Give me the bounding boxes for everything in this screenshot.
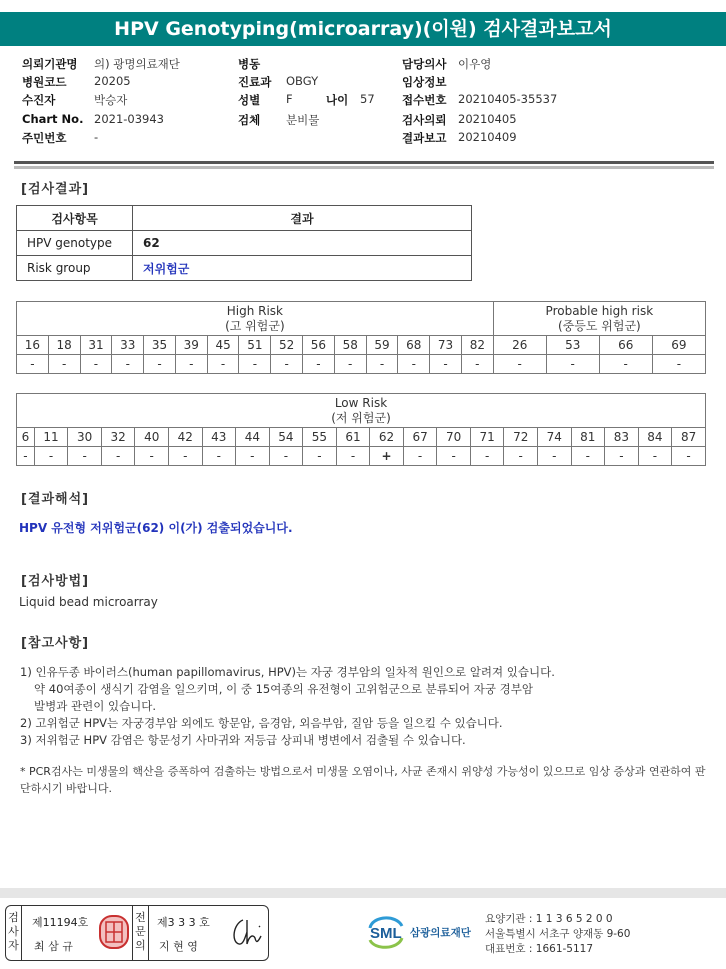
result-cell: -: [144, 355, 176, 374]
col-header-item: 검사항목: [17, 206, 133, 231]
result-cell: -: [538, 447, 572, 466]
genotype-cell: 81: [571, 428, 605, 447]
specialist-name: 지 현 영: [159, 940, 198, 953]
genotype-cell: 33: [112, 336, 144, 355]
genotype-cell: 44: [236, 428, 270, 447]
info-value: F: [286, 92, 293, 106]
genotype-cell: 52: [271, 336, 303, 355]
genotype-cell: 55: [303, 428, 337, 447]
genotype-cell: 59: [366, 336, 398, 355]
table-row: [17, 256, 472, 281]
genotype-cell: 56: [303, 336, 335, 355]
seal-icon: [98, 914, 130, 950]
note-line: 발병과 관련이 있습니다.: [34, 699, 157, 713]
label-char: 문: [135, 925, 146, 938]
result-cell: -: [470, 447, 504, 466]
result-cell: -: [202, 447, 236, 466]
footer-band: [0, 888, 726, 898]
label-char: 사: [8, 925, 19, 938]
info-value: 20210405: [458, 112, 517, 126]
info-value: 20210409: [458, 130, 517, 144]
high-risk-title: High Risk: [226, 303, 283, 318]
result-cell: -: [605, 447, 639, 466]
info-label: 검사의뢰: [402, 113, 447, 127]
specialist-label: [133, 906, 149, 960]
org-address: [485, 912, 630, 957]
genotype-cell: 58: [334, 336, 366, 355]
result-cell: -: [207, 355, 239, 374]
genotype-cell: 72: [504, 428, 538, 447]
result-cell: -: [403, 447, 437, 466]
genotype-cell: 71: [470, 428, 504, 447]
info-value: -: [94, 130, 99, 144]
info-value: 분비물: [286, 113, 320, 127]
genotype-cell: 16: [17, 336, 49, 355]
genotype-cell: 61: [336, 428, 370, 447]
result-cell: -: [546, 355, 599, 374]
sml-logo: [366, 912, 478, 956]
genotype-cell: 40: [135, 428, 169, 447]
result-cell: -: [271, 355, 303, 374]
result-cell: -: [398, 355, 430, 374]
report-title: HPV Genotyping(microarray)(이원) 검사결과보고서: [0, 12, 726, 46]
info-value: 박승자: [94, 93, 128, 107]
org-location: 서울특별시 서초구 양재동 9-60: [485, 928, 631, 940]
section-result-title: [검사결과]: [21, 182, 90, 197]
checker-label: [6, 906, 22, 960]
info-label: 담당의사: [402, 57, 447, 71]
result-cell: -: [504, 447, 538, 466]
result-cell: -: [599, 355, 652, 374]
label-char: 의: [135, 939, 146, 952]
probable-risk-title: Probable high risk: [545, 303, 654, 318]
info-value: 20205: [94, 74, 131, 88]
result-cell: -: [437, 447, 471, 466]
result-cell: -: [571, 447, 605, 466]
genotype-cell: 84: [638, 428, 672, 447]
probable-risk-subtitle: (중등도 위험군): [557, 318, 641, 333]
genotype-cell: 74: [538, 428, 572, 447]
info-label: 병원코드: [22, 75, 67, 89]
org-name: 삼광의료재단: [410, 927, 471, 939]
age-label: 나이: [326, 93, 349, 107]
low-risk-title: Low Risk: [334, 395, 388, 410]
genotype-cell: 39: [175, 336, 207, 355]
row-item: HPV genotype: [17, 231, 133, 256]
genotype-cell: 11: [34, 428, 68, 447]
type-row: [17, 336, 706, 355]
specialist-info: [149, 906, 268, 960]
genotype-cell: 45: [207, 336, 239, 355]
result-cell: -: [101, 447, 135, 466]
result-cell: -: [168, 447, 202, 466]
signature-box: [5, 905, 269, 961]
result-cell: -: [34, 447, 68, 466]
genotype-cell: 18: [48, 336, 80, 355]
result-cell: -: [17, 447, 35, 466]
low-risk-subtitle: (저 위험군): [331, 410, 391, 425]
note-line: 1) 인유두종 바이러스(human papillomavirus, HPV)는 자궁 경부암의 일차적 원인으로 알려져 있습니다.: [20, 665, 555, 679]
footnote: * PCR검사는 미생물의 핵산을 증폭하여 검출하는 방법으로서 미생물 오염이나, 사균 존재시 위양성 가능성이 있으므로 임상 증상과 연관하여 판단하시기 바랍니다.: [20, 765, 706, 795]
probable-risk-header: [493, 302, 705, 336]
result-cell: -: [336, 447, 370, 466]
high-risk-grid: [16, 301, 706, 374]
result-cell: -: [269, 447, 303, 466]
col-header-result: 결과: [133, 206, 472, 231]
result-cell: -: [239, 355, 271, 374]
genotype-cell: 68: [398, 336, 430, 355]
genotype-cell: 73: [430, 336, 462, 355]
checker-name: 최 삼 규: [34, 940, 73, 953]
section-interpretation-title: [결과해석]: [21, 492, 90, 507]
genotype-cell: 66: [599, 336, 652, 355]
label-char: 자: [8, 939, 19, 952]
genotype-cell: 42: [168, 428, 202, 447]
info-value: 2021-03943: [94, 112, 164, 126]
label-char: 검: [8, 911, 19, 924]
info-label: 주민번호: [22, 131, 67, 145]
result-cell: +: [370, 447, 404, 466]
result-cell: -: [461, 355, 493, 374]
specialist-license-no: 제3 3 3 호: [157, 916, 210, 929]
info-value: 이우영: [458, 57, 492, 71]
section-notes-title: [참고사항]: [21, 636, 90, 651]
result-cell: -: [366, 355, 398, 374]
info-value: OBGY: [286, 74, 319, 88]
label-char: 전: [135, 911, 146, 924]
genotype-cell: 30: [68, 428, 102, 447]
result-cell: -: [48, 355, 80, 374]
genotype-cell: 83: [605, 428, 639, 447]
result-cell: -: [652, 355, 705, 374]
result-cell: -: [303, 355, 335, 374]
signature-scribble-icon: [229, 914, 265, 950]
notes-list: [20, 664, 710, 749]
genotype-cell: 87: [672, 428, 706, 447]
high-risk-header: [17, 302, 494, 336]
note-line: 3) 저위험군 HPV 감염은 항문성기 사마귀와 저등급 상피내 병변에서 검출될 수 있습니다.: [20, 733, 466, 747]
result-cell: -: [638, 447, 672, 466]
method-text: Liquid bead microarray: [19, 595, 158, 609]
org-phone: 대표번호 : 1661-5117: [485, 943, 594, 955]
row-value: 저위험군: [133, 256, 472, 281]
result-row: [17, 447, 706, 466]
genotype-cell: 31: [80, 336, 112, 355]
genotype-cell: 6: [17, 428, 35, 447]
divider: [14, 166, 714, 169]
genotype-cell: 67: [403, 428, 437, 447]
genotype-cell: 82: [461, 336, 493, 355]
section-method-title: [검사방법]: [21, 574, 90, 589]
info-label: 수진자: [22, 93, 56, 107]
result-cell: -: [112, 355, 144, 374]
high-risk-subtitle: (고 위험군): [225, 318, 285, 333]
org-code: 요양기관 : 1 1 3 6 5 2 0 0: [485, 913, 613, 925]
result-cell: -: [334, 355, 366, 374]
checker-info: [22, 906, 133, 960]
info-value: 20210405-35537: [458, 92, 558, 106]
type-row: [17, 428, 706, 447]
result-cell: -: [68, 447, 102, 466]
result-cell: -: [303, 447, 337, 466]
info-label: 임상정보: [402, 75, 447, 89]
interpretation-text: HPV 유전형 저위험군(62) 이(가) 검출되었습니다.: [19, 521, 293, 535]
low-risk-header: [17, 394, 706, 428]
info-label: 진료과: [238, 75, 272, 89]
result-cell: -: [80, 355, 112, 374]
info-label: 병동: [238, 57, 261, 71]
info-label: 접수번호: [402, 93, 447, 107]
patient-info-panel: [14, 54, 714, 164]
genotype-cell: 62: [370, 428, 404, 447]
info-value: 의) 광명의료재단: [94, 57, 180, 71]
genotype-cell: 53: [546, 336, 599, 355]
genotype-cell: 35: [144, 336, 176, 355]
genotype-cell: 26: [493, 336, 546, 355]
info-label: 결과보고: [402, 131, 447, 145]
result-row: [17, 355, 706, 374]
row-item: Risk group: [17, 256, 133, 281]
info-label: 성별: [238, 93, 261, 107]
age-value: 57: [360, 92, 375, 106]
result-table: [16, 205, 472, 281]
info-label: 검체: [238, 113, 261, 127]
result-cell: -: [175, 355, 207, 374]
table-row: [17, 231, 472, 256]
info-label: 의뢰기관명: [22, 57, 78, 71]
genotype-cell: 69: [652, 336, 705, 355]
result-cell: -: [135, 447, 169, 466]
genotype-cell: 70: [437, 428, 471, 447]
result-cell: -: [17, 355, 49, 374]
note-line: 2) 고위험군 HPV는 자궁경부암 외에도 항문암, 음경암, 외음부암, 질암 등을 일으킬 수 있습니다.: [20, 716, 503, 730]
low-risk-grid: [16, 393, 706, 466]
result-cell: -: [493, 355, 546, 374]
genotype-cell: 43: [202, 428, 236, 447]
checker-license-no: 제11194호: [32, 916, 89, 929]
genotype-cell: 54: [269, 428, 303, 447]
result-cell: -: [672, 447, 706, 466]
row-value: 62: [133, 231, 472, 256]
note-line: 약 40여종이 생식기 감염을 일으키며, 이 중 15여종의 유전형이 고위험군으로 분류되어 자궁 경부암: [34, 682, 533, 696]
result-cell: -: [236, 447, 270, 466]
result-cell: -: [430, 355, 462, 374]
genotype-cell: 51: [239, 336, 271, 355]
info-label: Chart No.: [22, 112, 84, 126]
genotype-cell: 32: [101, 428, 135, 447]
logo-text: SML: [370, 925, 402, 942]
